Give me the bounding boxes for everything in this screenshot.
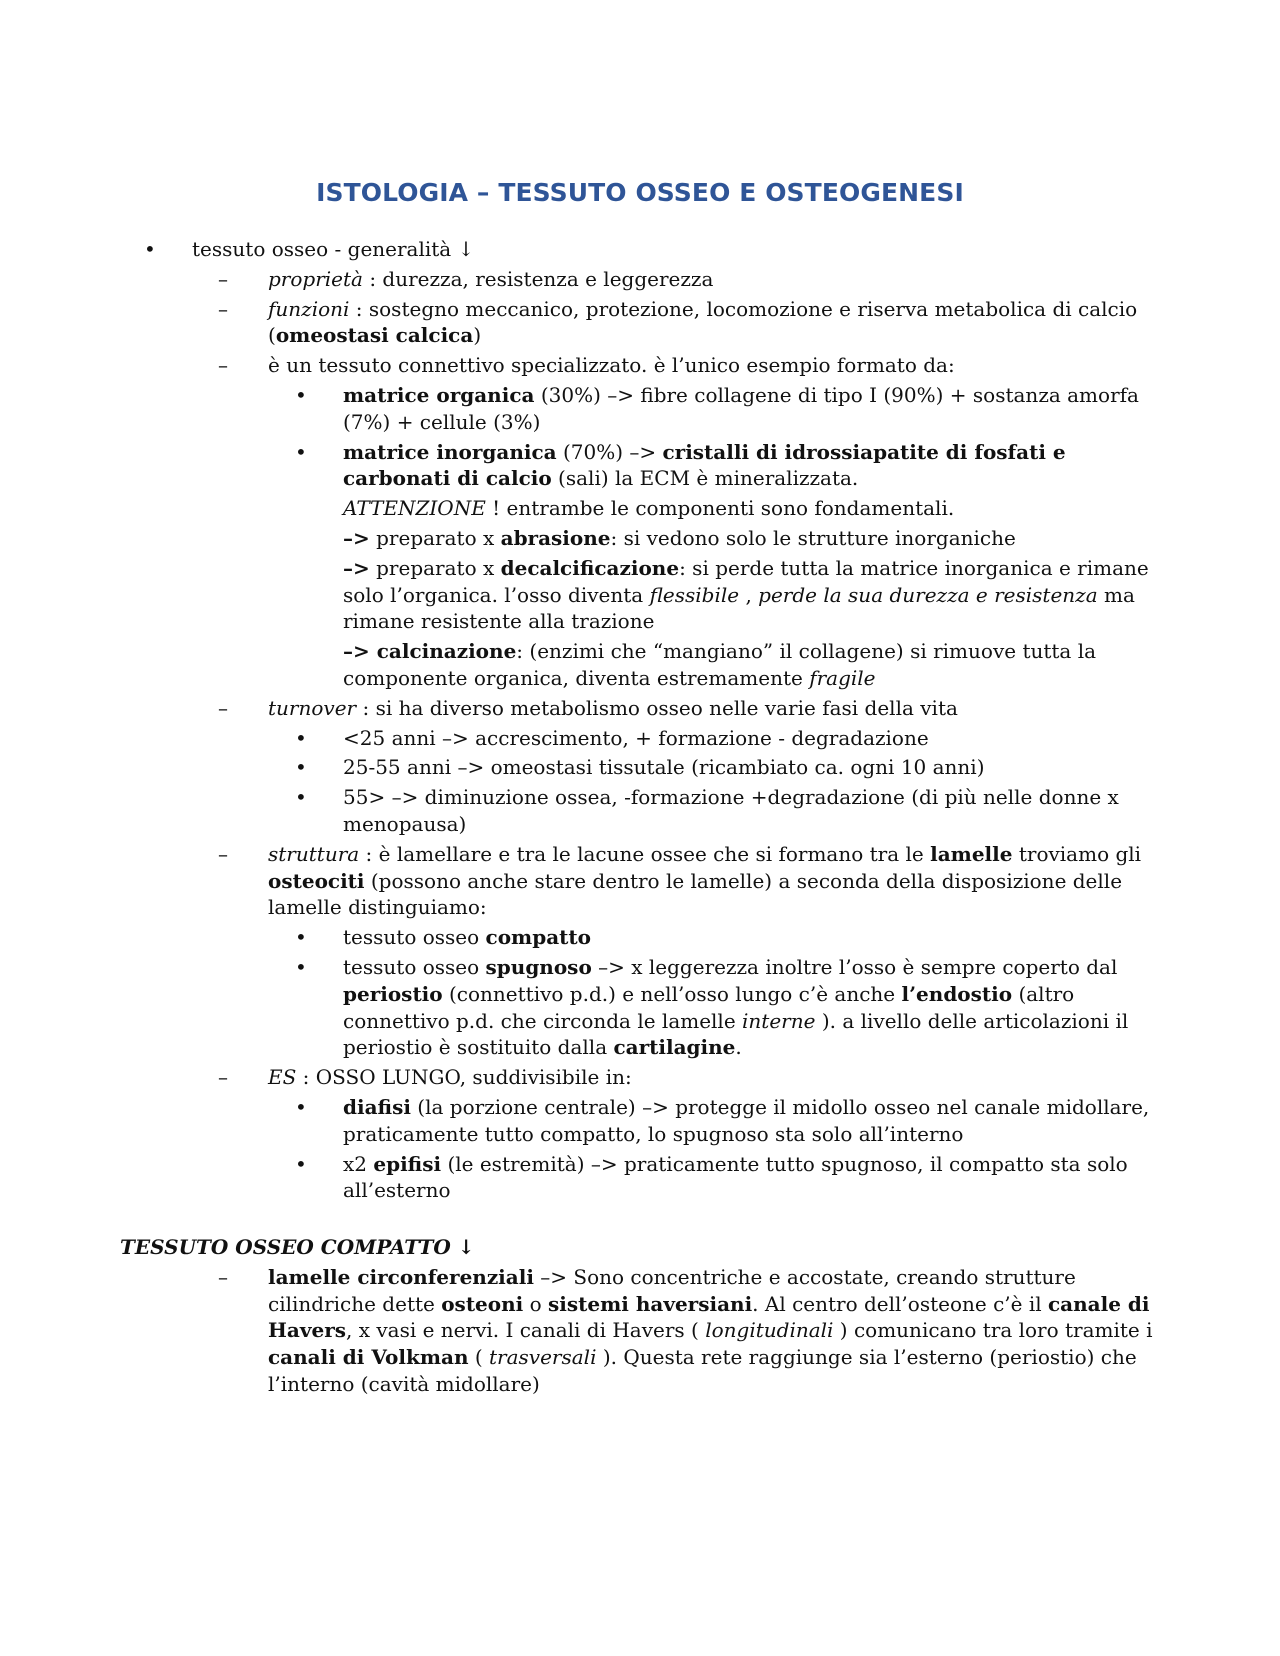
keyword: periostio: [343, 981, 443, 1006]
text: tessuto osseo: [343, 925, 486, 950]
list-item: [0, 296, 1280, 350]
text: x2: [343, 1151, 374, 1176]
keyword: omeostasi calcica: [275, 323, 474, 348]
list-item: [0, 954, 1280, 1061]
keyword: canale di Havers: [268, 1291, 1150, 1343]
text: (possono anche stare dentro le lamelle) a seconda della disposizione delle lamelle distinguiamo:: [268, 868, 1123, 920]
text: preparato x: [369, 525, 501, 550]
text: (connettivo p.d.) e nell’osso lungo c’è anche: [442, 981, 902, 1006]
text: (70%) –>: [556, 439, 663, 464]
keyword: cristalli di idrossiapatite di fosfati e carbonati di calcio: [343, 439, 1066, 491]
text: : sostegno meccanico, protezione, locomozione e riserva metabolica di calcio (: [268, 296, 1138, 348]
text: 25-55 anni –> omeostasi tissutale (ricambiato ca. ogni 10 anni): [343, 755, 985, 780]
text: ). Questa rete raggiunge sia l’esterno (periostio) che l’interno (cavità midollare): [268, 1345, 1137, 1397]
document-body: [0, 236, 1280, 1398]
text: tessuto osseo: [343, 954, 486, 979]
term: flessibile: [649, 582, 740, 607]
keyword: osteociti: [268, 868, 365, 893]
text: : si ha diverso metabolismo osseo nelle varie fasi della vita: [356, 695, 958, 720]
text: : durezza, resistenza e leggerezza: [362, 266, 714, 291]
list-item: [0, 695, 1280, 722]
bullet-marker: •: [295, 954, 307, 979]
list-item: [0, 725, 1280, 752]
list-item: [0, 1094, 1280, 1148]
paragraph: [0, 525, 1280, 552]
list-item: [0, 784, 1280, 838]
keyword: lamelle circonferenziali: [268, 1264, 534, 1289]
term: funzioni: [268, 296, 350, 321]
text: : è lamellare e tra le lacune ossee che si formano tra le: [359, 841, 931, 866]
list-item: [0, 1151, 1280, 1205]
list-item: [0, 439, 1280, 493]
text: preparato x: [369, 555, 501, 580]
bullet-marker: •: [295, 1151, 307, 1176]
term: fragile: [809, 665, 876, 690]
text: troviamo gli: [1012, 841, 1142, 866]
dash-marker: –: [218, 1264, 228, 1289]
bullet-marker: •: [295, 382, 307, 407]
text: : si perde tutta la matrice inorganica e rimane solo l’organica. l’osso diventa: [343, 555, 1149, 607]
list-item: [0, 236, 1280, 263]
term: interne: [742, 1008, 816, 1033]
term: turnover: [268, 695, 357, 720]
text: (: [468, 1345, 490, 1370]
term: proprietà: [268, 266, 363, 291]
section-generalita: tessuto osseo - generalità ↓: [192, 237, 475, 261]
bullet-marker: •: [295, 925, 307, 950]
term: ATTENZIONE: [343, 496, 486, 521]
section-heading: TESSUTO OSSEO COMPATTO ↓: [120, 1235, 475, 1260]
keyword: diafisi: [343, 1094, 411, 1119]
bullet-marker: •: [295, 439, 307, 464]
keyword: abrasione: [500, 525, 611, 550]
text: (sali) la ECM è mineralizzata.: [551, 466, 859, 491]
text: (le estremità) –> praticamente tutto spugnoso, il compatto sta solo all’esterno: [343, 1151, 1128, 1203]
text: è un tessuto connettivo specializzato. è l’unico esempio formato da:: [268, 353, 955, 378]
keyword: –> calcinazione: [343, 639, 517, 664]
dash-marker: –: [218, 1065, 228, 1090]
text: –> Sono concentriche e accostate, creando strutture cilindriche dette: [268, 1264, 1076, 1316]
keyword: spugnoso: [485, 954, 592, 979]
text: : OSSO LUNGO, suddivisibile in:: [296, 1065, 632, 1090]
bullet-marker: •: [295, 785, 307, 810]
term: longitudinali: [705, 1318, 834, 1343]
text: o: [523, 1291, 549, 1316]
list-item: [0, 841, 1280, 921]
bullet-marker: •: [144, 237, 156, 261]
list-item: [0, 924, 1280, 951]
keyword: cartilagine: [613, 1035, 736, 1060]
keyword: lamelle: [930, 841, 1013, 866]
text: ): [473, 323, 482, 348]
paragraph: [0, 555, 1280, 635]
list-item: [0, 266, 1280, 293]
dash-marker: –: [218, 841, 228, 866]
term: perde la sua durezza e resistenza: [758, 582, 1098, 607]
term: trasversali: [489, 1345, 597, 1370]
keyword: matrice organica: [343, 382, 535, 407]
keyword: epifisi: [373, 1151, 442, 1176]
keyword: decalcificazione: [500, 555, 680, 580]
bullet-marker: •: [295, 725, 307, 750]
term: struttura: [268, 841, 360, 866]
keyword: compatto: [485, 925, 591, 950]
text: : si vedono solo le strutture inorganiche: [610, 525, 1016, 550]
arrow: –>: [343, 555, 370, 580]
text: . Al centro dell’osteone c’è il: [752, 1291, 1048, 1316]
text: ) comunicano tra loro tramite i: [833, 1318, 1153, 1343]
keyword: l’endostio: [901, 981, 1013, 1006]
list-item: [0, 352, 1280, 379]
keyword: matrice inorganica: [343, 439, 557, 464]
list-item: [0, 1264, 1280, 1398]
text: , x vasi e nervi. I canali di Havers (: [346, 1318, 706, 1343]
text: ,: [739, 582, 759, 607]
dash-marker: –: [218, 296, 228, 321]
bullet-marker: •: [295, 1094, 307, 1119]
text: ! entrambe le componenti sono fondamentali.: [485, 496, 955, 521]
list-item: [0, 754, 1280, 781]
dash-marker: –: [218, 266, 228, 291]
text: (30%) –> fibre collagene di tipo I (90%) + sostanza amorfa (7%) + cellule (3%): [343, 382, 1139, 434]
paragraph: [0, 638, 1280, 692]
text: : (enzimi che “mangiano” il collagene) si rimuove tutta la componente organica, diventa estremamente: [343, 639, 1097, 690]
text: –> x leggerezza inoltre l’osso è sempre coperto dal: [591, 954, 1118, 979]
list-item: [0, 1064, 1280, 1091]
text: (altro connettivo p.d. che circonda le lamelle: [343, 981, 1075, 1033]
text: (la porzione centrale) –> protegge il midollo osseo nel canale midollare, praticamente tutto compatto, lo spugnoso sta solo all’interno: [343, 1094, 1150, 1146]
bullet-marker: •: [295, 755, 307, 780]
dash-marker: –: [218, 353, 228, 378]
list-item: [0, 382, 1280, 436]
text: .: [735, 1035, 742, 1060]
page-title: ISTOLOGIA – TESSUTO OSSEO E OSTEOGENESI: [316, 178, 964, 207]
dash-marker: –: [218, 695, 228, 720]
text: <25 anni –> accrescimento, + formazione - degradazione: [343, 725, 929, 750]
paragraph: [0, 495, 1280, 522]
arrow: –>: [343, 525, 370, 550]
text: ). a livello delle articolazioni il periostio è sostituito dalla: [343, 1008, 1129, 1060]
text: 55> –> diminuzione ossea, -formazione +degradazione (di più nelle donne x menopausa): [343, 785, 1119, 836]
term: ES: [268, 1065, 297, 1090]
keyword: sistemi haversiani: [548, 1291, 753, 1316]
keyword: canali di Volkman: [268, 1345, 469, 1370]
keyword: osteoni: [441, 1291, 524, 1316]
text: ma rimane resistente alla trazione: [343, 582, 1135, 634]
